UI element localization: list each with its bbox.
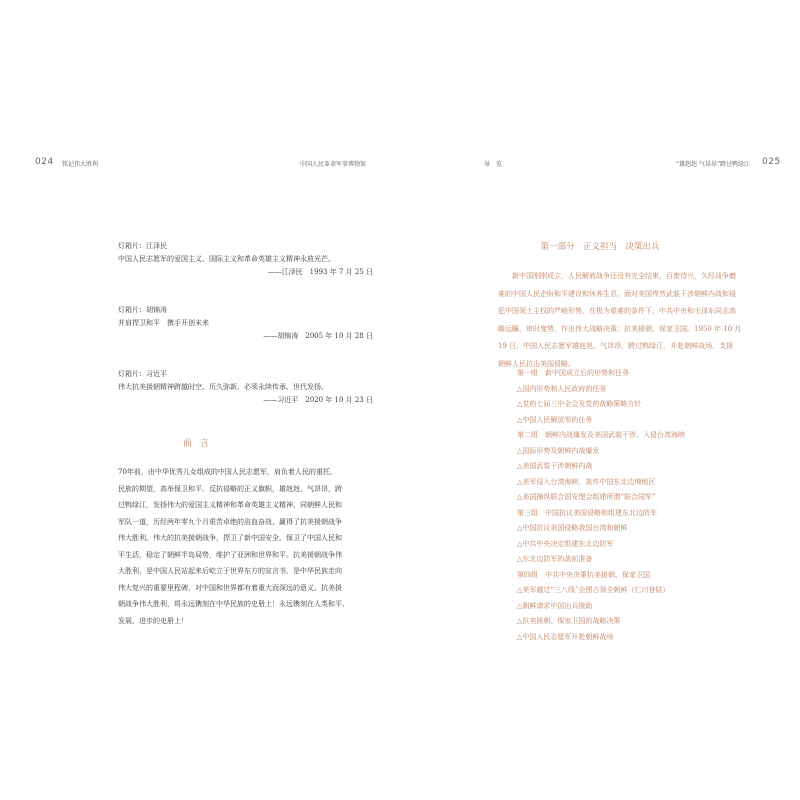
toc-group: 第四组 中共中央决策抗美援朝、保家卫国: [517, 570, 650, 579]
toc-item: △党的七届三中全会及党的战略策略方针: [517, 400, 642, 408]
toc-item: △抗美援朝、保家卫国的战略决策: [517, 617, 621, 625]
preface-title: 前言: [182, 439, 217, 449]
intro-line: 难的中国人民企盼和平建设和休养生息。面对美国悍然武装干涉朝鲜内战和侵: [498, 289, 736, 298]
quote-label: 灯箱片：胡锦涛: [118, 306, 167, 314]
toc-item: △朝鲜请求中国出兵援助: [517, 601, 593, 610]
quote-block: [118, 304, 373, 343]
quote-text: 伟大抗美援朝精神跨越时空、历久弥新，必须永续传承、世代发扬。: [118, 383, 328, 391]
exhibit-outline: [517, 366, 757, 645]
quote-signature: ——习近平 2020 年 10 月 23 日: [263, 396, 373, 404]
toc-item: △美国操纵联合国安理会组建所谓“联合国军”: [517, 493, 656, 501]
toc-group: 第三组 中国抗议美国侵略和组建东北边防军: [517, 508, 657, 517]
quote-label: 灯箱片：江泽民: [118, 242, 167, 250]
intro-line: 瞻远瞩，审时度势，作出伟大战略决策：抗美援朝、保家卫国。1950 年 10 月: [498, 324, 742, 333]
toc-item: △国际形势及朝鲜内战爆发: [517, 446, 600, 455]
toc-group: 第二组 朝鲜内战爆发及美国武装干涉、入侵台湾海峡: [517, 431, 685, 439]
preface-line: 伟大胜利。伟大的抗美援朝战争，捍卫了新中国安全，保卫了中国人民和: [118, 534, 342, 542]
toc-item: △东北边防军的战前准备: [517, 555, 593, 563]
toc-item: △国内形势和人民政府的任务: [517, 384, 607, 393]
running-header-left: 导 览: [484, 161, 503, 168]
quote-signature: ——胡锦涛 2005 年 10 月 28 日: [263, 332, 373, 340]
right-page: [400, 0, 800, 800]
toc-item: △中共中央决定组建东北边防军: [517, 539, 614, 548]
intro-line: 19 日，中国人民志愿军雄赳赳、气昂昂，跨过鸭绿江，开赴朝鲜战场，支援: [498, 342, 734, 350]
toc-item: △中国人民志愿军开赴朝鲜战场: [517, 632, 614, 641]
running-header-right: 中国人民革命军事博物馆: [299, 161, 366, 168]
intro-line: 犯中国领土主权的严峻形势，在极为艰难的条件下，中共中央和毛泽东同志高: [498, 307, 736, 315]
preface-line: 伟大复兴的重要里程碑，对中国和世界都有着重大而深远的意义。抗美援: [118, 583, 342, 592]
quote-block: [118, 240, 373, 279]
preface-body: [118, 464, 376, 629]
preface-line: 朝战争伟大胜利，将永远镌刻在中华民族的史册上！永远镌刻在人类和平、: [118, 600, 349, 608]
section-title: 第一部分 正义担当 决策出兵: [540, 242, 660, 252]
toc-item: △美军侵入台湾海峡、轰炸中国东北边境地区: [517, 477, 656, 486]
preface-line: 70年前，由中华优秀儿女组成的中国人民志愿军，肩负着人民的重托、: [118, 468, 337, 476]
toc-item: △美军越过“三八线”企图占领全朝鲜（仁川登陆）: [517, 586, 670, 594]
preface-line: 军队一道，历经两年零九个月艰苦卓绝的浴血奋战，赢得了抗美援朝战争: [118, 517, 342, 526]
preface-line: 大胜利，是中国人民站起来后屹立于世界东方的宣言书，是中华民族走向: [118, 567, 342, 575]
preface-line: 平生活，稳定了朝鲜半岛局势，维护了亚洲和世界和平。抗美援朝战争伟: [118, 550, 342, 559]
toc-item: △中国人民解放军的任务: [517, 415, 593, 424]
preface-line: 民族的期望，高举保卫和平、反抗侵略的正义旗帜，雄赳赳、气昂昂，跨: [118, 484, 342, 493]
quote-block: [118, 368, 373, 407]
page-number: 024: [35, 157, 54, 167]
quote-text: 并肩捍卫和平 携手开创未来: [118, 319, 209, 327]
quotes-section: [118, 240, 373, 432]
preface-line: 过鸭绿江，发扬伟大的爱国主义精神和革命英雄主义精神，同朝鲜人民和: [118, 501, 342, 509]
toc-item: △中国抗议美国侵略我国台湾和朝鲜: [517, 524, 628, 532]
page-number: 025: [762, 157, 781, 167]
section-intro: [498, 268, 758, 373]
quote-signature: ——江泽民 1993 年 7 月 25 日: [267, 268, 373, 276]
quote-text: 中国人民志愿军的爱国主义、国际主义和革命英雄主义精神永放光芒。: [118, 255, 335, 263]
intro-line: 朝鲜人民抗击美国侵略。: [498, 359, 575, 368]
quote-label: 灯箱片：习近平: [118, 370, 167, 378]
intro-line: 新中国刚刚成立，人民解放战争还没有完全结束，百废待兴，久经战争磨: [498, 272, 736, 280]
toc-item: △美国武装干涉朝鲜内战: [517, 462, 593, 470]
running-header-right: “雄赳赳 气昂昂”跨过鸭绿江: [676, 161, 751, 168]
preface-line: 发展、进步的史册上！: [118, 616, 188, 625]
running-header-left: 铭记伟大胜利: [62, 161, 99, 168]
toc-group: 第一组 新中国成立后的形势和任务: [517, 369, 629, 377]
